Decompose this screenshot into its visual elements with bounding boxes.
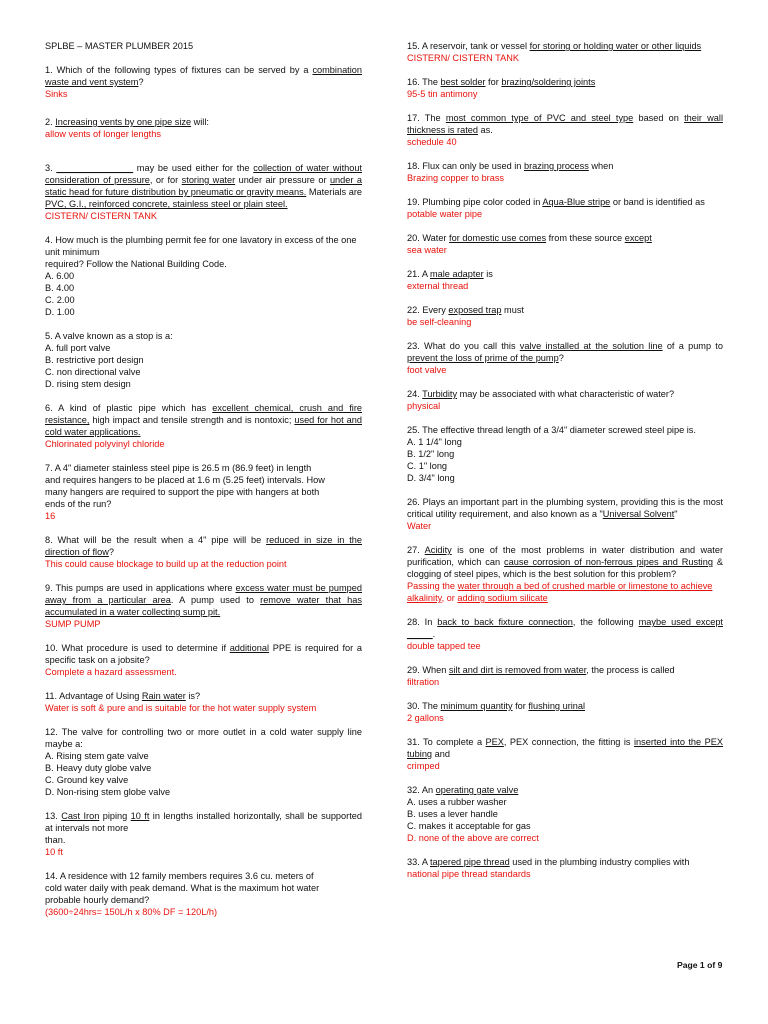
question-27 — [407, 544, 723, 604]
option-b: B. restrictive port design — [45, 355, 144, 365]
question-7 — [45, 462, 362, 522]
question-text: 7. A 4" diameter stainless steel pipe is 26.5 m (86.9 feet) in length — [45, 463, 312, 473]
answer: crimped — [407, 761, 440, 771]
question-text: 3. _______________ may be used either for the collection of water without consideration of pressure, or for storing water under air pressure or under a static head for future distribution by pneumatic or gravity means. Materials are PVC, G.I., reinforced concrete, stainless steel or plain steel. — [45, 163, 363, 209]
question-text: and requires hangers to be placed at 1.6 m (5.25 feet) intervals. How — [45, 475, 325, 485]
question-text: 8. What will be the result when a 4" pipe will be reduced in size in the direction of flow? — [45, 535, 362, 557]
question-1 — [45, 64, 362, 100]
option-d: D. Non-rising stem globe valve — [45, 787, 171, 797]
question-29 — [407, 664, 723, 688]
question-text: 31. To complete a PEX, PEX connection, the fitting is inserted into the PEX tubing and — [407, 737, 723, 759]
question-3 — [45, 162, 362, 222]
answer: double tapped tee — [407, 641, 481, 651]
answer: SUMP PUMP — [45, 619, 101, 629]
question-20 — [407, 232, 723, 256]
option-c: C. 1" long — [407, 461, 448, 471]
option-b: B. 4.00 — [45, 283, 75, 293]
question-text: 24. Turbidity may be associated with what characteristic of water? — [407, 389, 675, 399]
question-text: required? Follow the National Building Code. — [45, 259, 227, 269]
question-28 — [407, 616, 723, 652]
question-15 — [407, 40, 723, 64]
question-text: 22. Every exposed trap must — [407, 305, 524, 315]
question-18 — [407, 160, 723, 184]
question-text: 19. Plumbing pipe color coded in Aqua-Blue stripe or band is identified as — [407, 197, 705, 207]
answer: D. none of the above are correct — [407, 833, 539, 843]
answer: foot valve — [407, 365, 447, 375]
option-d: D. 1.00 — [45, 307, 75, 317]
question-10 — [45, 642, 362, 678]
question-text: 5. A valve known as a stop is a: — [45, 331, 173, 341]
option-b: B. 1/2" long — [407, 449, 455, 459]
answer: external thread — [407, 281, 469, 291]
question-text: 30. The minimum quantity for flushing urinal — [407, 701, 586, 711]
question-text: probable hourly demand? — [45, 895, 150, 905]
question-24 — [407, 388, 723, 412]
option-b: B. Heavy duty globe valve — [45, 763, 152, 773]
question-text: 26. Plays an important part in the plumbing system, providing this is the most critical utility requirement, and also known as a "Universal Solvent" — [407, 497, 723, 519]
question-text: 1. Which of the following types of fixtures can be served by a combination waste and vent system? — [45, 65, 362, 87]
answer: Chlorinated polyvinyl chloride — [45, 439, 165, 449]
question-8 — [45, 534, 362, 570]
option-d: D. rising stem design — [45, 379, 131, 389]
answer: Complete a hazard assessment. — [45, 667, 177, 677]
answer: physical — [407, 401, 441, 411]
question-25 — [407, 424, 723, 484]
answer: 95-5 tin antimony — [407, 89, 478, 99]
answer: Sinks — [45, 89, 68, 99]
question-text: ends of the run? — [45, 499, 112, 509]
question-text: 25. The effective thread length of a 3/4" diameter screwed steel pipe is. — [407, 425, 696, 435]
answer: be self-cleaning — [407, 317, 472, 327]
question-text: 12. The valve for controlling two or more outlet in a cold water supply line maybe a: — [45, 727, 362, 749]
question-19 — [407, 196, 723, 220]
question-text: 11. Advantage of Using Rain water is? — [45, 691, 201, 701]
question-21 — [407, 268, 723, 292]
option-a: A. 6.00 — [45, 271, 75, 281]
answer: CISTERN/ CISTERN TANK — [407, 53, 519, 63]
question-text: 15. A reservoir, tank or vessel for storing or holding water or other liquids — [407, 41, 702, 51]
question-text: 18. Flux can only be used in brazing process when — [407, 161, 614, 171]
question-5 — [45, 330, 362, 390]
option-c: C. makes it acceptable for gas — [407, 821, 531, 831]
page-number: Page 1 of 9 — [677, 960, 723, 970]
question-30 — [407, 700, 723, 724]
option-a: A. Rising stem gate valve — [45, 751, 149, 761]
answer: potable water pipe — [407, 209, 483, 219]
question-22 — [407, 304, 723, 328]
question-32 — [407, 784, 723, 844]
option-c: C. non directional valve — [45, 367, 141, 377]
answer: This could cause blockage to build up at the reduction point — [45, 559, 287, 569]
answer: schedule 40 — [407, 137, 457, 147]
question-33 — [407, 856, 723, 880]
question-text: 27. Acidity is one of the most problems in water distribution and water purification, which can cause corrosion of non-ferrous pipes and Rusting & clogging of steel pipes, which is the best solution for this problem? — [407, 545, 724, 579]
question-text: 29. When silt and dirt is removed from water, the process is called — [407, 665, 675, 675]
question-text: 21. A male adapter is — [407, 269, 493, 279]
question-6 — [45, 402, 362, 450]
option-b: B. uses a lever handle — [407, 809, 498, 819]
question-text: than. — [45, 835, 66, 845]
question-text: many hangers are required to support the pipe with hangers at both — [45, 487, 320, 497]
answer: 2 gallons — [407, 713, 444, 723]
question-text: 6. A kind of plastic pipe which has excellent chemical, crush and fire resistance, high impact and tensile strength and is nontoxic; used for hot and cold water applications. — [45, 403, 362, 437]
answer: (3600÷24hrs= 150L/h x 80% DF = 120L/h) — [45, 907, 218, 917]
question-text: 20. Water for domestic use comes from these source except — [407, 233, 652, 243]
question-text: 14. A residence with 12 family members requires 3.6 cu. meters of — [45, 871, 314, 881]
question-23 — [407, 340, 723, 376]
answer: Brazing copper to brass — [407, 173, 505, 183]
question-text: cold water daily with peak demand. What is the maximum hot water — [45, 883, 320, 893]
question-text: 4. How much is the plumbing permit fee for one lavatory in excess of the one unit minimum — [45, 235, 357, 257]
question-16 — [407, 76, 723, 100]
question-31 — [407, 736, 723, 772]
question-text: 23. What do you call this valve installed at the solution line of a pump to prevent the loss of prime of the pump? — [407, 341, 723, 363]
option-a: A. full port valve — [45, 343, 111, 353]
question-26 — [407, 496, 723, 532]
question-text: 28. In back to back fixture connection, the following maybe used except _____. — [407, 617, 723, 639]
question-2 — [45, 116, 362, 140]
question-text: 33. A tapered pipe thread used in the plumbing industry complies with — [407, 857, 690, 867]
left-column — [45, 64, 362, 930]
answer: 10 ft — [45, 847, 63, 857]
right-column — [407, 40, 723, 892]
answer: 16 — [45, 511, 56, 521]
option-a: A. uses a rubber washer — [407, 797, 507, 807]
question-17 — [407, 112, 723, 148]
question-11 — [45, 690, 362, 714]
question-14 — [45, 870, 362, 918]
option-d: D. 3/4" long — [407, 473, 455, 483]
question-9 — [45, 582, 362, 630]
question-4 — [45, 234, 362, 318]
answer: CISTERN/ CISTERN TANK — [45, 211, 157, 221]
option-a: A. 1 1/4" long — [407, 437, 462, 447]
question-12 — [45, 726, 362, 798]
question-13 — [45, 810, 362, 858]
answer: national pipe thread standards — [407, 869, 531, 879]
question-text: 10. What procedure is used to determine if additional PPE is required for a specific task on a jobsite? — [45, 643, 362, 665]
option-c: C. 2.00 — [45, 295, 75, 305]
answer: allow vents of longer lengths — [45, 129, 161, 139]
answer: sea water — [407, 245, 447, 255]
answer: Water — [407, 521, 432, 531]
answer: Water is soft & pure and is suitable for the hot water supply system — [45, 703, 317, 713]
document-title: SPLBE – MASTER PLUMBER 2015 — [45, 41, 194, 51]
question-text: 32. An operating gate valve — [407, 785, 519, 795]
option-c: C. Ground key valve — [45, 775, 129, 785]
question-text: 13. Cast Iron piping 10 ft in lengths installed horizontally, shall be supported at intervals not more — [45, 811, 362, 833]
answer: Passing the water through a bed of crushed marble or limestone to achieve alkalinity, or adding sodium silicate — [407, 581, 713, 603]
question-text: 9. This pumps are used in applications where excess water must be pumped away from a particular area. A pump used to remove water that has accumulated in a water collecting sump pit. — [45, 583, 362, 617]
answer: filtration — [407, 677, 440, 687]
question-text: 17. The most common type of PVC and steel type based on their wall thickness is rated as. — [407, 113, 723, 135]
question-text: 16. The best solder for brazing/soldering joints — [407, 77, 596, 87]
question-text: 2. Increasing vents by one pipe size will: — [45, 117, 209, 127]
